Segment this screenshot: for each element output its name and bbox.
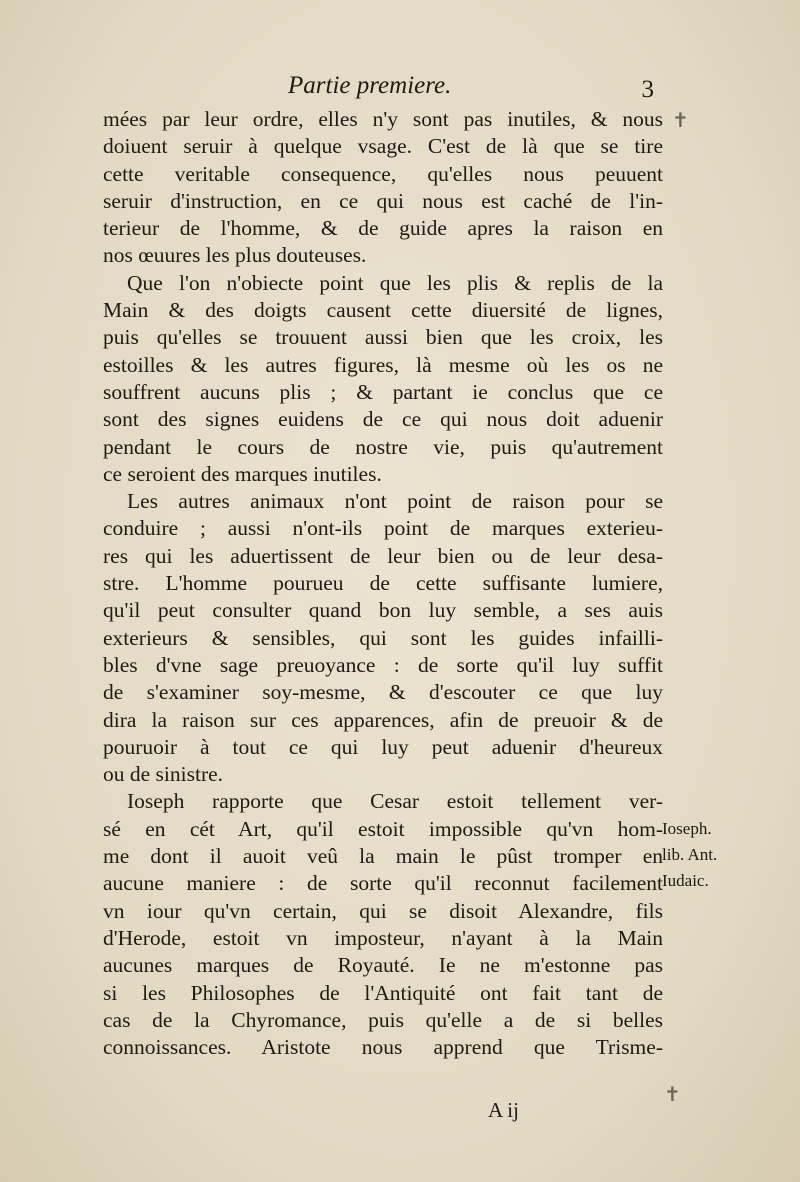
text-line: cas de la Chyromance, puis qu'elle a de si belles <box>103 1007 663 1032</box>
text-line: pendant le cours de nostre vie, puis qu'autrement <box>103 434 663 459</box>
text-line: mées par leur ordre, elles n'y sont pas inutiles, & nous <box>103 107 663 131</box>
text-line: bles d'vne sage preuoyance : de sorte qu'il luy suffit <box>103 652 663 677</box>
text-line: conduire ; aussi n'ont-ils point de marques exterieu- <box>103 516 663 541</box>
text-line: aucunes marques de Royauté. Ie ne m'estonne pas <box>103 953 663 978</box>
text-line: res qui les aduertissent de leur bien ou de leur desa- <box>103 543 663 568</box>
text-line: dira la raison sur ces apparences, afin de preuoir & de <box>103 707 663 732</box>
marginal-note-line: Ioseph. <box>662 819 712 838</box>
text-line: Ioseph rapporte que Cesar estoit tellement ver- <box>127 789 663 814</box>
text-line: sont des signes euidens de ce qui nous doit aduenir <box>103 407 663 432</box>
text-line: Main & des doigts causent cette diuersité de lignes, <box>103 298 663 323</box>
marginal-note-line: lib. Ant. <box>662 845 718 864</box>
text-line: cette veritable consequence, qu'elles nous peuuent <box>103 161 663 186</box>
cross-mark-icon: ✝ <box>672 108 689 132</box>
signature-mark: A ij <box>488 1098 519 1122</box>
page-number: 3 <box>641 76 654 103</box>
text-line: Que l'on n'obiecte point que les plis & replis de la <box>127 270 663 295</box>
text-line: estoilles & les autres figures, là mesme où les os ne <box>103 352 663 377</box>
text-line: aucune maniere : de sorte qu'il reconnut facilement <box>103 871 663 896</box>
text-line: sé en cét Art, qu'il estoit impossible qu'vn hom- <box>103 816 663 841</box>
text-line: stre. L'homme pourueu de cette suffisante lumiere, <box>103 571 663 596</box>
body-text <box>103 106 663 1061</box>
text-line: ou de sinistre. <box>103 762 224 787</box>
page-header <box>100 72 660 106</box>
marginal-note <box>662 816 782 894</box>
text-line: nos œuures les plus douteuses. <box>103 243 367 268</box>
text-line: Les autres animaux n'ont point de raison pour se <box>127 489 663 514</box>
marginal-note-line: Iudaic. <box>662 871 709 890</box>
text-line: pouruoir à tout ce qui luy peut aduenir d'heureux <box>103 734 663 759</box>
text-line: me dont il auoit veû la main le pûst tromper en <box>103 844 663 869</box>
text-line: connoissances. Aristote nous apprend que Trisme- <box>103 1035 663 1060</box>
text-line: vn iour qu'vn certain, qui se disoit Alexandre, fils <box>103 898 663 923</box>
text-line: puis qu'elles se trouuent aussi bien que les croix, les <box>103 325 663 350</box>
text-line: qu'il peut consulter quand bon luy semble, a ses auis <box>103 598 663 623</box>
text-line: d'Herode, estoit vn imposteur, n'ayant à la Main <box>103 925 663 950</box>
text-line: doiuent seruir à quelque vsage. C'est de là que se tire <box>103 134 663 159</box>
text-line: seruir d'instruction, en ce qui nous est caché de l'in- <box>103 188 663 213</box>
text-line: terieur de l'homme, & de guide apres la raison en <box>103 216 663 241</box>
text-line: de s'examiner soy-mesme, & d'escouter ce que luy <box>103 680 663 705</box>
text-line: si les Philosophes de l'Antiquité ont fait tant de <box>103 980 663 1005</box>
running-title: Partie premiere. <box>288 72 452 99</box>
text-line: ce seroient des marques inutiles. <box>103 461 382 486</box>
text-line: souffrent aucuns plis ; & partant ie conclus que ce <box>103 379 663 404</box>
cross-mark-icon: ✝ <box>664 1082 681 1106</box>
text-line: exterieurs & sensibles, qui sont les guides infailli- <box>103 625 663 650</box>
